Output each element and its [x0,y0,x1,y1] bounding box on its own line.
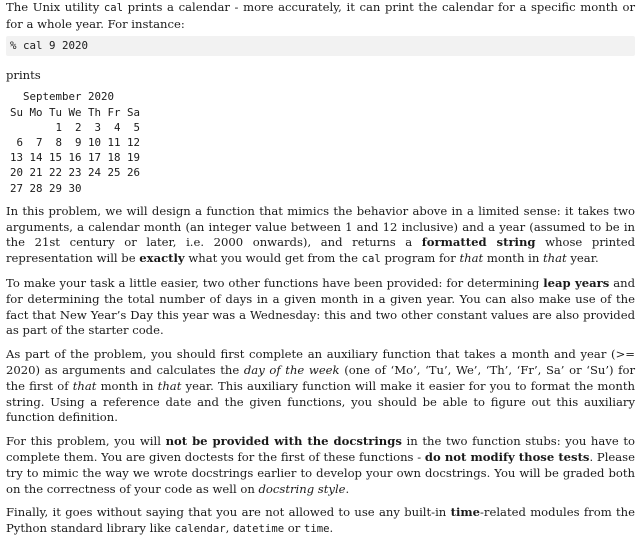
intro-text-2: prints a calendar - more accurately, it can print the calendar for a specific month or for a whole year. For instance: [6,0,635,31]
bold-leap-years: leap years [543,276,610,290]
bold-time: time [450,505,480,520]
paragraph-docstrings: For this problem, you will not be provided with the docstrings in the two function stubs: you have to complete them. You are given doctests for the first of these functions - do not modify those tests. Please try to mimic the way we wrote docstrings earlier to develop your own docstrings. You will be graded both on the correctness of your code as well on docstring style. [6,434,635,496]
inline-code-calendar: calendar [174,523,226,536]
bold-exactly: exactly [139,251,185,266]
inline-code-datetime: datetime [233,523,285,536]
inline-code-time: time [303,523,330,536]
paragraph-auxiliary-function: As part of the problem, you should first complete an auxiliary function that takes a month and year (>= 2020) as arguments and calculates the day of the week (one of ‘Mo’, ‘Tu’, We’, ‘Th’, ‘Fr’, Sa’ or ‘Su’) for the first of that month in that year. This auxiliary function will make it easier for you to format the month string. Using a reference date and the given functions, you should be able to figure out this auxiliary function definition. [6,347,635,425]
paragraph-problem-description: In this problem, we will design a function that mimics the behavior above in a limited sense: it takes two arguments, a calendar month (an integer value between 1 and 12 inclusive) and a year (assumed to be in the 21st century or later, i.e. 2000 onwards), and returns a formatted string whose printed representation will be exactly what you would get from the cal program for that month in that year. [6,203,635,266]
bold-no-docstrings: not be provided with the docstrings [165,434,402,449]
inline-code-cal: cal [103,2,124,14]
inline-code-cal: cal [361,253,381,266]
prints-label: prints [6,67,41,82]
command-code-block: % cal 9 2020 [6,36,635,56]
bold-do-not-modify: do not modify those tests [424,449,590,464]
paragraph-provided-functions: To make your task a little easier, two other functions have been provided: for determining leap years and for determining the total number of days in a given month in a given year. You can also make use of the fact that New Year’s Day this year was a Wednesday: this and two other constant values are also provided as part of the starter code. [6,276,635,338]
intro-text: The Unix utility [6,0,104,14]
italic-docstring-style: docstring style [258,481,346,496]
bold-formatted-string: formatted string [421,235,536,250]
intro-paragraph [6,0,635,33]
paragraph-restrictions: Finally, it goes without saying that you are not allowed to use any built-in time-related modules from the Python standard library like calendar, datetime or time. [6,505,635,536]
calendar-output-block: September 2020 Su Mo Tu We Th Fr Sa 1 2 3 4 5 6 7 8 9 10 11 12 13 14 15 16 17 18 19 20 21 22 23 24 25 26 27 28 29 30 [10,90,141,195]
italic-day-of-week: day of the week [243,362,340,377]
